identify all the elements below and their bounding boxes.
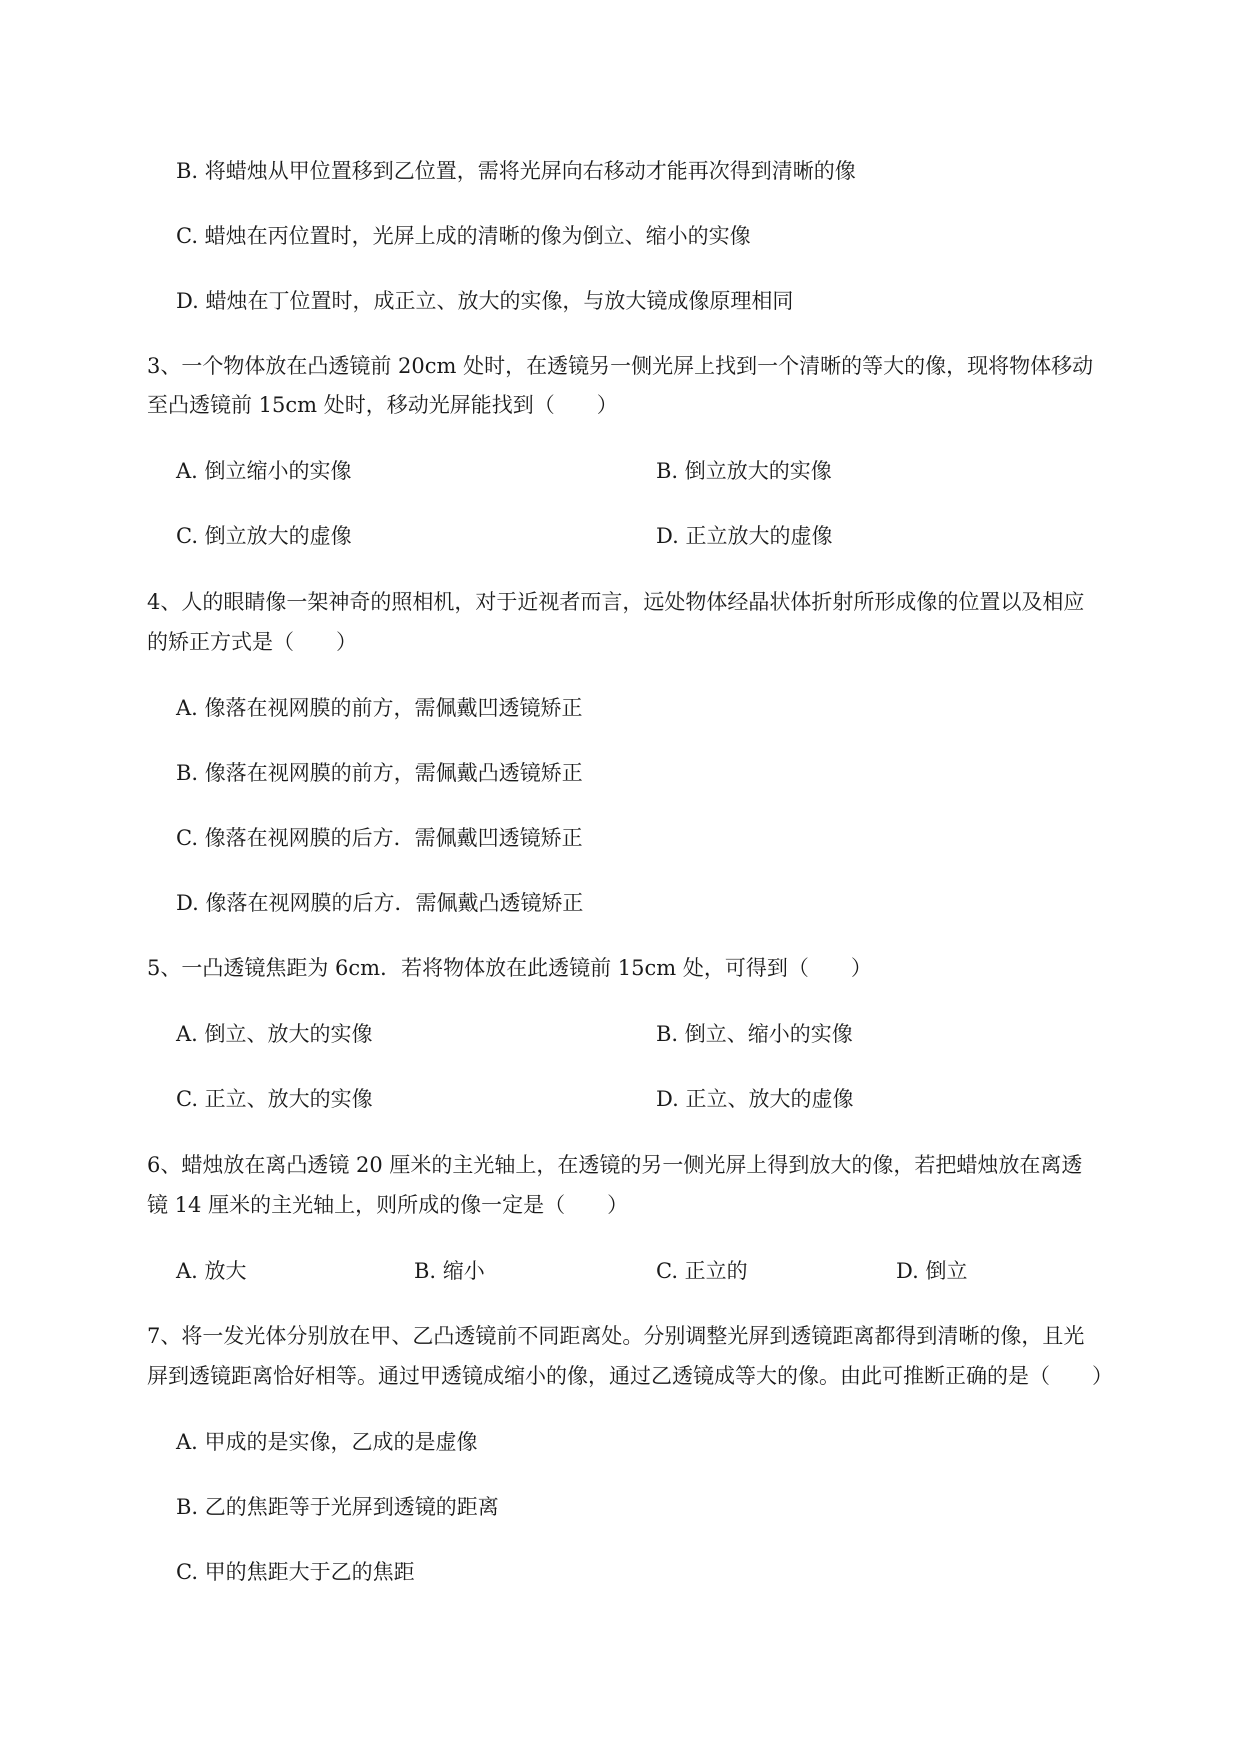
q4-stem-line1: 4、人的眼睛像一架神奇的照相机，对于近视者而言，远处物体经晶状体折射所形成像的位置以及相应 <box>147 590 1085 614</box>
q5-option-b: B. 倒立、缩小的实像 <box>656 1022 853 1046</box>
q3-option-b: B. 倒立放大的实像 <box>656 459 832 483</box>
q7-stem-line2: 屏到透镜距离恰好相等。通过甲透镜成缩小的像，通过乙透镜成等大的像。由此可推断正确的是（ ） <box>147 1364 1113 1388</box>
q6-option-a: A. 放大 <box>176 1259 247 1283</box>
q4-option-c: C. 像落在视网膜的后方．需佩戴凹透镜矫正 <box>176 826 583 850</box>
q7-option-a: A. 甲成的是实像，乙成的是虚像 <box>176 1430 478 1454</box>
q3-option-a: A. 倒立缩小的实像 <box>176 459 352 483</box>
q5-option-a: A. 倒立、放大的实像 <box>176 1022 373 1046</box>
q6-stem-line1: 6、蜡烛放在离凸透镜 20 厘米的主光轴上，在透镜的另一侧光屏上得到放大的像，若把蜡烛放在离透 <box>147 1153 1083 1177</box>
q5-stem-line1: 5、一凸透镜焦距为 6cm．若将物体放在此透镜前 15cm 处，可得到（ ） <box>147 956 872 980</box>
q6-option-d: D. 倒立 <box>896 1259 968 1283</box>
q6-option-c: C. 正立的 <box>656 1259 748 1283</box>
q5-option-d: D. 正立、放大的虚像 <box>656 1087 854 1111</box>
q3-option-d: D. 正立放大的虚像 <box>656 524 833 548</box>
q7-option-c: C. 甲的焦距大于乙的焦距 <box>176 1560 415 1584</box>
q6-option-b: B. 缩小 <box>414 1259 485 1283</box>
q2-option-d: D. 蜡烛在丁位置时，成正立、放大的实像，与放大镜成像原理相同 <box>176 289 794 313</box>
q3-option-c: C. 倒立放大的虚像 <box>176 524 352 548</box>
q7-stem-line1: 7、将一发光体分别放在甲、乙凸透镜前不同距离处。分别调整光屏到透镜距离都得到清晰的像，且光 <box>147 1324 1085 1348</box>
q3-stem-line2: 至凸透镜前 15cm 处时，移动光屏能找到（ ） <box>147 393 618 417</box>
q2-option-b: B. 将蜡烛从甲位置移到乙位置，需将光屏向右移动才能再次得到清晰的像 <box>176 159 856 183</box>
q2-option-c: C. 蜡烛在丙位置时，光屏上成的清晰的像为倒立、缩小的实像 <box>176 224 751 248</box>
q3-stem-line1: 3、一个物体放在凸透镜前 20cm 处时，在透镜另一侧光屏上找到一个清晰的等大的像，现将物体移动 <box>147 354 1094 378</box>
q4-option-b: B. 像落在视网膜的前方，需佩戴凸透镜矫正 <box>176 761 583 785</box>
q4-option-d: D. 像落在视网膜的后方．需佩戴凸透镜矫正 <box>176 891 584 915</box>
q7-option-b: B. 乙的焦距等于光屏到透镜的距离 <box>176 1495 499 1519</box>
q6-stem-line2: 镜 14 厘米的主光轴上，则所成的像一定是（ ） <box>147 1193 629 1217</box>
q5-option-c: C. 正立、放大的实像 <box>176 1087 373 1111</box>
q4-option-a: A. 像落在视网膜的前方，需佩戴凹透镜矫正 <box>176 696 583 720</box>
q4-stem-line2: 的矫正方式是（ ） <box>147 630 357 654</box>
